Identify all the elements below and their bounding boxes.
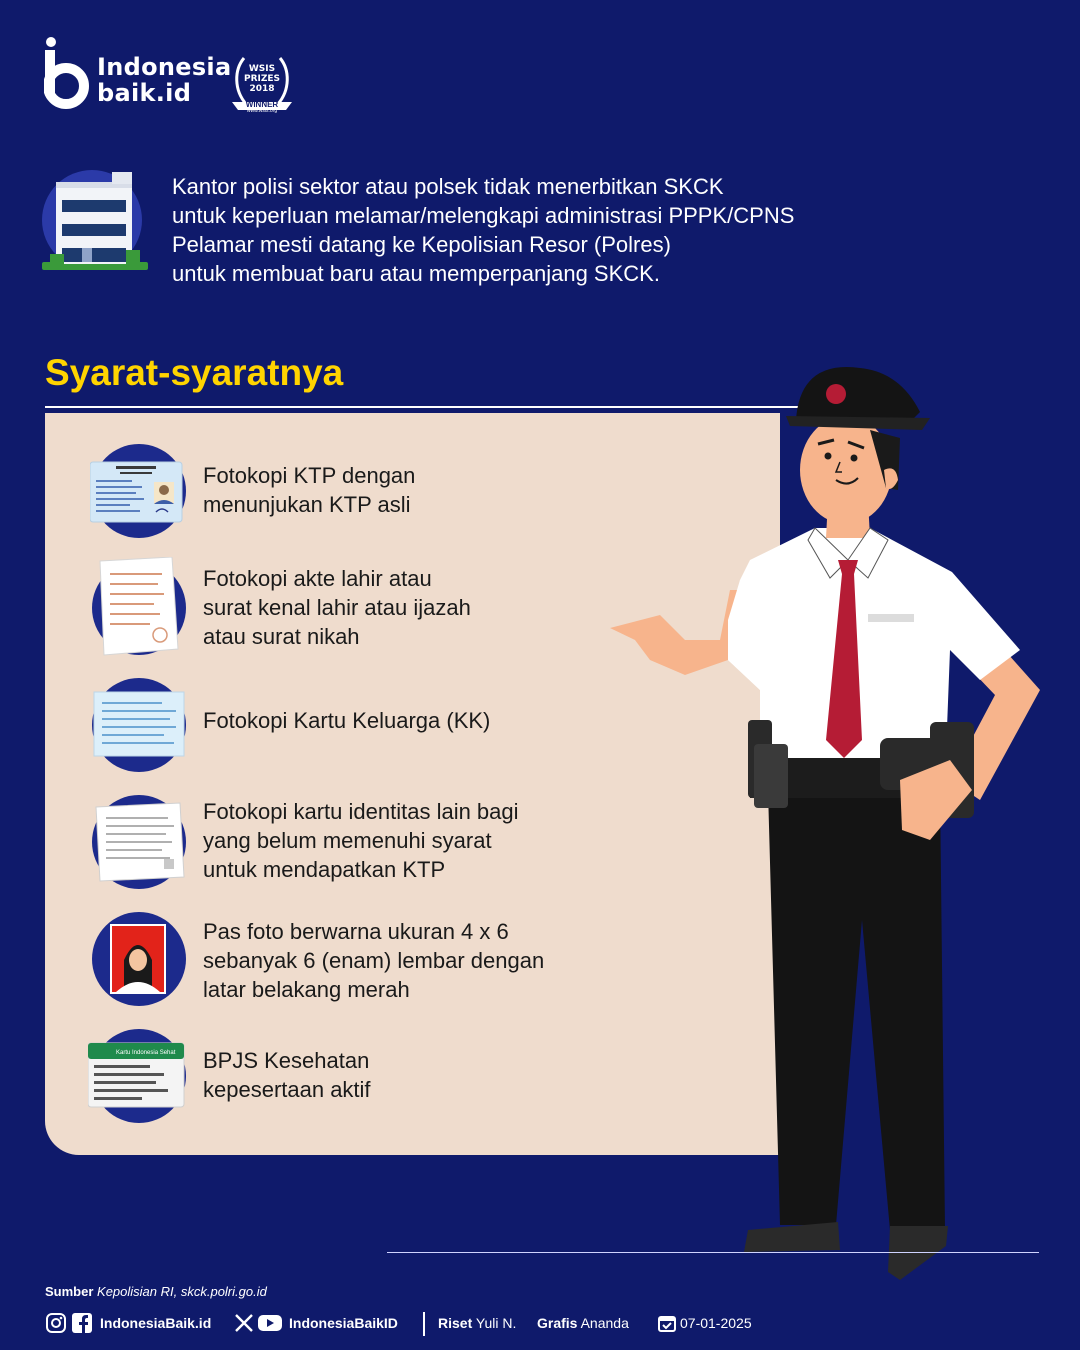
source-value: Kepolisian RI, skck.polri.go.id	[97, 1284, 267, 1299]
calendar-icon	[658, 1314, 676, 1332]
publish-date: 07-01-2025	[680, 1315, 752, 1331]
requirement-6	[203, 1046, 371, 1104]
ktp-card-icon-circle	[92, 444, 186, 538]
youtube-icon[interactable]	[257, 1312, 283, 1334]
family-card-icon-circle	[92, 678, 186, 772]
birth-certificate-icon-circle	[92, 561, 186, 655]
grafis-credit	[537, 1315, 629, 1331]
award-text	[230, 64, 294, 94]
requirement-4-line3: untuk mendapatkan KTP	[203, 857, 446, 882]
footer-separator	[423, 1312, 425, 1336]
requirement-5	[203, 917, 544, 1004]
award-line3: 2018	[249, 84, 275, 94]
instagram-icon[interactable]	[45, 1312, 67, 1334]
requirement-1-line1: Fotokopi KTP dengan	[203, 463, 416, 488]
intro-text	[172, 172, 872, 288]
requirement-3	[203, 706, 490, 735]
requirement-4-line1: Fotokopi kartu identitas lain bagi	[203, 799, 519, 824]
award-line2: PRIZES	[243, 74, 281, 84]
riset-value: Yuli N.	[475, 1315, 517, 1331]
requirement-2	[203, 564, 471, 651]
requirement-5-line2: sebanyak 6 (enam) lembar dengan	[203, 948, 545, 973]
source-credit	[45, 1284, 267, 1299]
police-officer-illustration	[600, 360, 1050, 1290]
birth-certificate-icon	[94, 557, 194, 657]
requirement-5-line1: Pas foto berwarna ukuran 4 x 6	[203, 919, 509, 944]
riset-credit	[438, 1315, 516, 1331]
identity-document-icon-circle	[92, 795, 186, 889]
x-youtube-handle[interactable]: IndonesiaBaikID	[289, 1315, 398, 1331]
bpjs-card-label: Kartu Indonesia Sehat	[116, 1050, 176, 1056]
indonesiabaik-logo	[44, 36, 304, 120]
requirement-5-line3: latar belakang merah	[203, 977, 410, 1002]
grafis-label: Grafis	[537, 1315, 578, 1331]
intro-line4: untuk membuat baru atau memperpanjang SKCK.	[172, 261, 660, 286]
requirement-2-line3: atau surat nikah	[203, 624, 360, 649]
requirement-4	[203, 797, 519, 884]
footer-bar	[45, 1312, 1045, 1336]
identity-document-icon	[92, 795, 192, 889]
logo-text	[97, 54, 231, 106]
requirement-6-line2: kepesertaan aktif	[203, 1077, 371, 1102]
requirement-4-line2: yang belum memenuhi syarat	[203, 828, 492, 853]
requirement-6-line1: BPJS Kesehatan	[203, 1048, 370, 1073]
logo-mark-icon	[44, 36, 94, 112]
intro-line2: untuk keperluan melamar/melengkapi administrasi PPPK/CPNS	[172, 203, 795, 228]
intro-line1: Kantor polisi sektor atau polsek tidak menerbitkan SKCK	[172, 174, 724, 199]
bpjs-card-icon-circle	[92, 1029, 186, 1123]
footer-divider	[387, 1252, 1039, 1253]
requirement-3-line1: Fotokopi Kartu Keluarga (KK)	[203, 708, 491, 733]
requirement-2-line1: Fotokopi akte lahir atau	[203, 566, 432, 591]
award-winner: WINNER	[245, 100, 279, 109]
facebook-icon[interactable]	[71, 1312, 93, 1334]
bpjs-card-icon	[88, 1029, 188, 1123]
x-icon[interactable]	[233, 1312, 255, 1334]
logo-line2: baik.id	[97, 79, 192, 107]
award-line1: WSIS	[248, 64, 276, 74]
instagram-facebook-handle[interactable]: IndonesiaBaik.id	[100, 1315, 212, 1331]
logo-line1: Indonesia	[97, 53, 232, 81]
building-icon	[42, 170, 148, 274]
passport-photo-icon	[92, 912, 186, 1006]
family-card-icon	[92, 678, 192, 772]
riset-label: Riset	[438, 1315, 473, 1331]
intro-line3: Pelamar mesti datang ke Kepolisian Resor (Polres)	[172, 232, 671, 257]
section-title: Syarat-syaratnya	[45, 352, 344, 393]
ktp-card-icon	[90, 444, 190, 538]
source-label: Sumber	[45, 1284, 94, 1299]
wsis-award-badge	[230, 50, 294, 116]
requirement-2-line2: surat kenal lahir atau ijazah	[203, 595, 471, 620]
grafis-value: Ananda	[580, 1315, 629, 1331]
requirement-1-line2: menunjukan KTP asli	[203, 492, 411, 517]
passport-photo-icon-circle	[92, 912, 186, 1006]
requirement-1	[203, 461, 415, 519]
award-url: www.wsis.org	[246, 108, 278, 114]
